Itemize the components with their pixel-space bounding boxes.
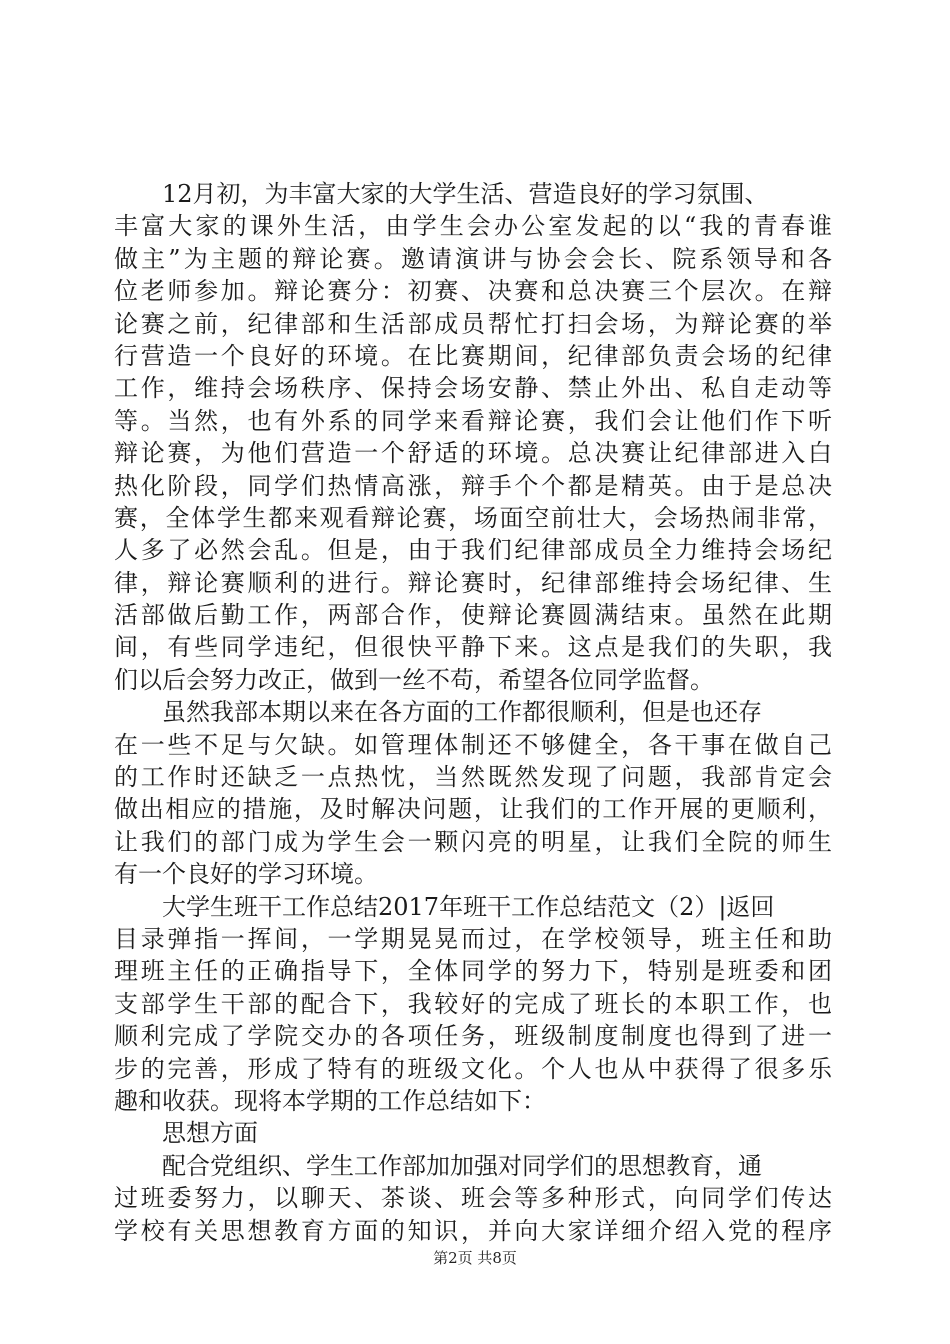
text-line: 丰富大家的课外生活，由学生会办公室发起的以“我的青春谁 [114,212,832,241]
text-line: 辩论赛，为他们营造一个舒适的环境。总决赛让纪律部进入白 [114,439,832,468]
page-number: 第2页 共8页 [433,1249,517,1267]
text-line: 有一个良好的学习环境。 [114,860,378,889]
text-line: 工作，维持会场秩序、保持会场安静、禁止外出、私自走动等 [114,374,832,403]
text-line: 在一些不足与欠缺。如管理体制还不够健全，各干事在做自己 [114,730,832,759]
text-line: 论赛之前，纪律部和生活部成员帮忙打扫会场，为辩论赛的举 [114,309,832,338]
text-line: 行营造一个良好的环境。在比赛期间，纪律部负责会场的纪律 [114,341,832,370]
text-line: 配合党组织、学生工作部加加强对同学们的思想教育，通 [162,1151,762,1180]
text-line: 支部学生干部的配合下，我较好的完成了班长的本职工作，也 [114,989,832,1018]
text-line: 学校有关思想教育方面的知识，并向大家详细介绍入党的程序 [114,1216,832,1245]
text-line: 虽然我部本期以来在各方面的工作都很顺利，但是也还存 [162,698,762,727]
text-line: 目录弹指一挥间，一学期晃晃而过，在学校领导，班主任和助 [114,924,832,953]
text-line: 做出相应的措施，及时解决问题，让我们的工作开展的更顺利， [114,795,832,824]
text-line: 人多了必然会乱。但是，由于我们纪律部成员全力维持会场纪 [114,536,832,565]
text-line: 过班委努力，以聊天、茶谈、班会等多种形式，向同学们传达 [114,1184,832,1213]
text-line: 趣和收获。现将本学期的工作总结如下： [114,1086,546,1115]
section-heading: 思想方面 [162,1119,258,1148]
text-line: 理班主任的正确指导下，全体同学的努力下，特别是班委和团 [114,957,832,986]
text-line: 12月初，为丰富大家的大学生活、营造良好的学习氛围、 [162,180,769,208]
document-body [114,178,832,1247]
text-line: 位老师参加。辩论赛分：初赛、决赛和总决赛三个层次。在辩 [114,277,832,306]
text-line: 步的完善，形成了特有的班级文化。个人也从中获得了很多乐 [114,1054,832,1083]
text-line: 让我们的部门成为学生会一颗闪亮的明星，让我们全院的师生 [114,827,832,856]
text-line: 间，有些同学违纪，但很快平静下来。这点是我们的失职，我 [114,633,832,662]
text-line: 等。当然，也有外系的同学来看辩论赛，我们会让他们作下听 [114,406,832,435]
text-line: 做主”为主题的辩论赛。邀请演讲与协会会长、院系领导和各 [114,244,832,273]
text-line: 律，辩论赛顺利的进行。辩论赛时，纪律部维持会场纪律、生 [114,568,832,597]
text-line: 大学生班干工作总结2017年班干工作总结范文（2）|返回 [162,892,775,921]
text-line: 热化阶段，同学们热情高涨，辩手个个都是精英。由于是总决 [114,471,832,500]
text-line: 们以后会努力改正，做到一丝不苟，希望各位同学监督。 [114,665,714,694]
text-line: 的工作时还缺乏一点热忱，当然既然发现了问题，我部肯定会 [114,763,832,792]
text-line: 顺利完成了学院交办的各项任务，班级制度制度也得到了进一 [114,1022,832,1051]
text-line: 活部做后勤工作，两部合作，使辩论赛圆满结束。虽然在此期 [114,601,832,630]
text-line: 赛，全体学生都来观看辩论赛，场面空前壮大，会场热闹非常， [114,503,832,532]
